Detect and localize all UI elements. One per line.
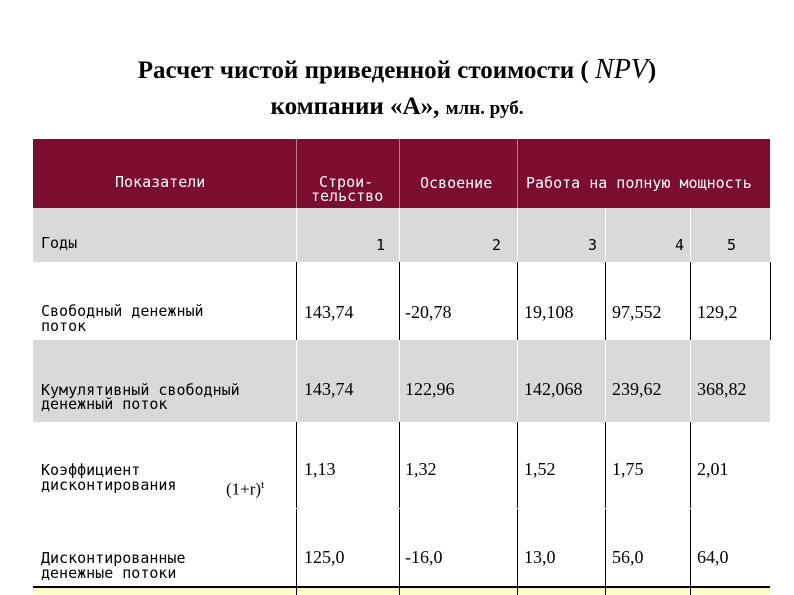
partial-cell bbox=[400, 588, 518, 595]
table-row-discounted-cash-flows bbox=[33, 508, 770, 586]
year-value: 2 bbox=[491, 236, 501, 254]
value-cell bbox=[297, 340, 400, 422]
cell-value: 97,552 bbox=[612, 302, 662, 322]
partial-cell bbox=[606, 588, 691, 595]
value-cell bbox=[691, 340, 770, 422]
title-paren: ) bbox=[647, 57, 657, 84]
header-cell-construction bbox=[297, 139, 400, 208]
years-label: Годы bbox=[41, 234, 78, 252]
cell-value: 1,32 bbox=[405, 459, 437, 479]
header-cell-indicators bbox=[33, 139, 297, 208]
year-cell bbox=[400, 208, 518, 262]
row-label-line1: Свободный денежный bbox=[41, 302, 204, 320]
table-header-row bbox=[33, 139, 770, 208]
year-cell bbox=[518, 208, 606, 262]
npv-table bbox=[33, 139, 770, 595]
header-construction-line1: Строи- bbox=[319, 173, 374, 191]
partial-cell bbox=[33, 588, 297, 595]
header-cell-development bbox=[400, 139, 518, 208]
table-row-years bbox=[33, 208, 770, 262]
value-cell bbox=[518, 340, 606, 422]
row-label-line1: Кумулятивный свободный bbox=[41, 381, 240, 399]
cell-value: 142,068 bbox=[524, 379, 583, 399]
title-line-1 bbox=[0, 52, 794, 89]
row-label-cell bbox=[33, 340, 297, 422]
formula-exponent: t bbox=[261, 479, 265, 491]
value-cell bbox=[400, 262, 518, 340]
partial-cell bbox=[297, 588, 400, 595]
title-units: млн. руб. bbox=[445, 98, 524, 119]
header-development-label: Освоение bbox=[420, 174, 493, 192]
year-value: 3 bbox=[587, 236, 597, 254]
cell-value: 2,01 bbox=[697, 459, 729, 479]
row-label-line2: поток bbox=[41, 317, 87, 335]
header-construction-line2: тельство bbox=[311, 187, 384, 205]
cell-value: 1,52 bbox=[524, 459, 556, 479]
discount-formula bbox=[226, 478, 264, 497]
cell-value: 143,74 bbox=[304, 379, 354, 399]
value-cell bbox=[606, 509, 691, 586]
cell-value: 125,0 bbox=[304, 547, 345, 567]
value-cell bbox=[691, 422, 770, 508]
title-line-2 bbox=[0, 89, 794, 127]
table-row-cumulative-cash-flow bbox=[33, 340, 770, 422]
formula-base: (1+r) bbox=[226, 479, 262, 499]
value-cell bbox=[606, 340, 691, 422]
year-value: 5 bbox=[726, 236, 736, 254]
value-cell bbox=[606, 422, 691, 508]
years-label-cell bbox=[33, 208, 297, 262]
partial-cell bbox=[518, 588, 606, 595]
cell-value: 13,0 bbox=[524, 547, 556, 567]
cell-value: 239,62 bbox=[612, 379, 662, 399]
row-label-line2: дисконтирования bbox=[41, 476, 177, 494]
value-cell bbox=[691, 509, 770, 586]
cell-value: 143,74 bbox=[304, 302, 354, 322]
header-cell-full-capacity bbox=[518, 139, 770, 208]
header-indicators-label: Показатели bbox=[115, 173, 206, 191]
row-label-line2: денежный поток bbox=[41, 395, 168, 413]
row-label-line1: Коэффициент bbox=[41, 461, 141, 479]
title-npv: NPV bbox=[595, 54, 648, 85]
row-label-cell bbox=[33, 509, 297, 586]
row-label-cell bbox=[33, 262, 297, 340]
row-label-line1: Дисконтированные bbox=[41, 549, 186, 567]
value-cell bbox=[518, 422, 606, 508]
table-row-discount-factor bbox=[33, 422, 770, 508]
cell-value: 56,0 bbox=[612, 547, 644, 567]
partial-cell bbox=[691, 588, 770, 595]
year-cell bbox=[691, 208, 770, 262]
cell-value: -16,0 bbox=[405, 547, 443, 567]
title-company: компании «А», bbox=[270, 93, 446, 120]
year-cell bbox=[297, 208, 400, 262]
value-cell bbox=[691, 262, 770, 340]
value-cell bbox=[400, 340, 518, 422]
year-value: 4 bbox=[674, 236, 684, 254]
cell-value: 368,82 bbox=[697, 379, 747, 399]
title-text: Расчет чистой приведенной стоимости ( bbox=[137, 57, 596, 84]
value-cell bbox=[518, 509, 606, 586]
cell-value: 122,96 bbox=[405, 379, 455, 399]
table-row-partial bbox=[33, 586, 770, 595]
value-cell bbox=[297, 262, 400, 340]
cell-value: 1,13 bbox=[304, 459, 336, 479]
row-label-line2: денежные потоки bbox=[41, 564, 177, 582]
cell-value: -20,78 bbox=[405, 302, 452, 322]
year-cell bbox=[606, 208, 691, 262]
cell-value: 129,2 bbox=[697, 302, 738, 322]
year-value: 1 bbox=[375, 236, 385, 254]
value-cell bbox=[606, 262, 691, 340]
value-cell bbox=[518, 262, 606, 340]
page-title bbox=[0, 52, 794, 127]
cell-value: 64,0 bbox=[697, 547, 729, 567]
value-cell bbox=[297, 509, 400, 586]
value-cell bbox=[400, 509, 518, 586]
cell-value: 19,108 bbox=[524, 302, 574, 322]
value-cell bbox=[297, 422, 400, 508]
value-cell bbox=[400, 422, 518, 508]
header-full-capacity-label: Работа на полную мощность bbox=[526, 174, 752, 192]
cell-value: 1,75 bbox=[612, 459, 644, 479]
table-row-free-cash-flow bbox=[33, 262, 771, 340]
row-label-cell bbox=[33, 422, 297, 508]
